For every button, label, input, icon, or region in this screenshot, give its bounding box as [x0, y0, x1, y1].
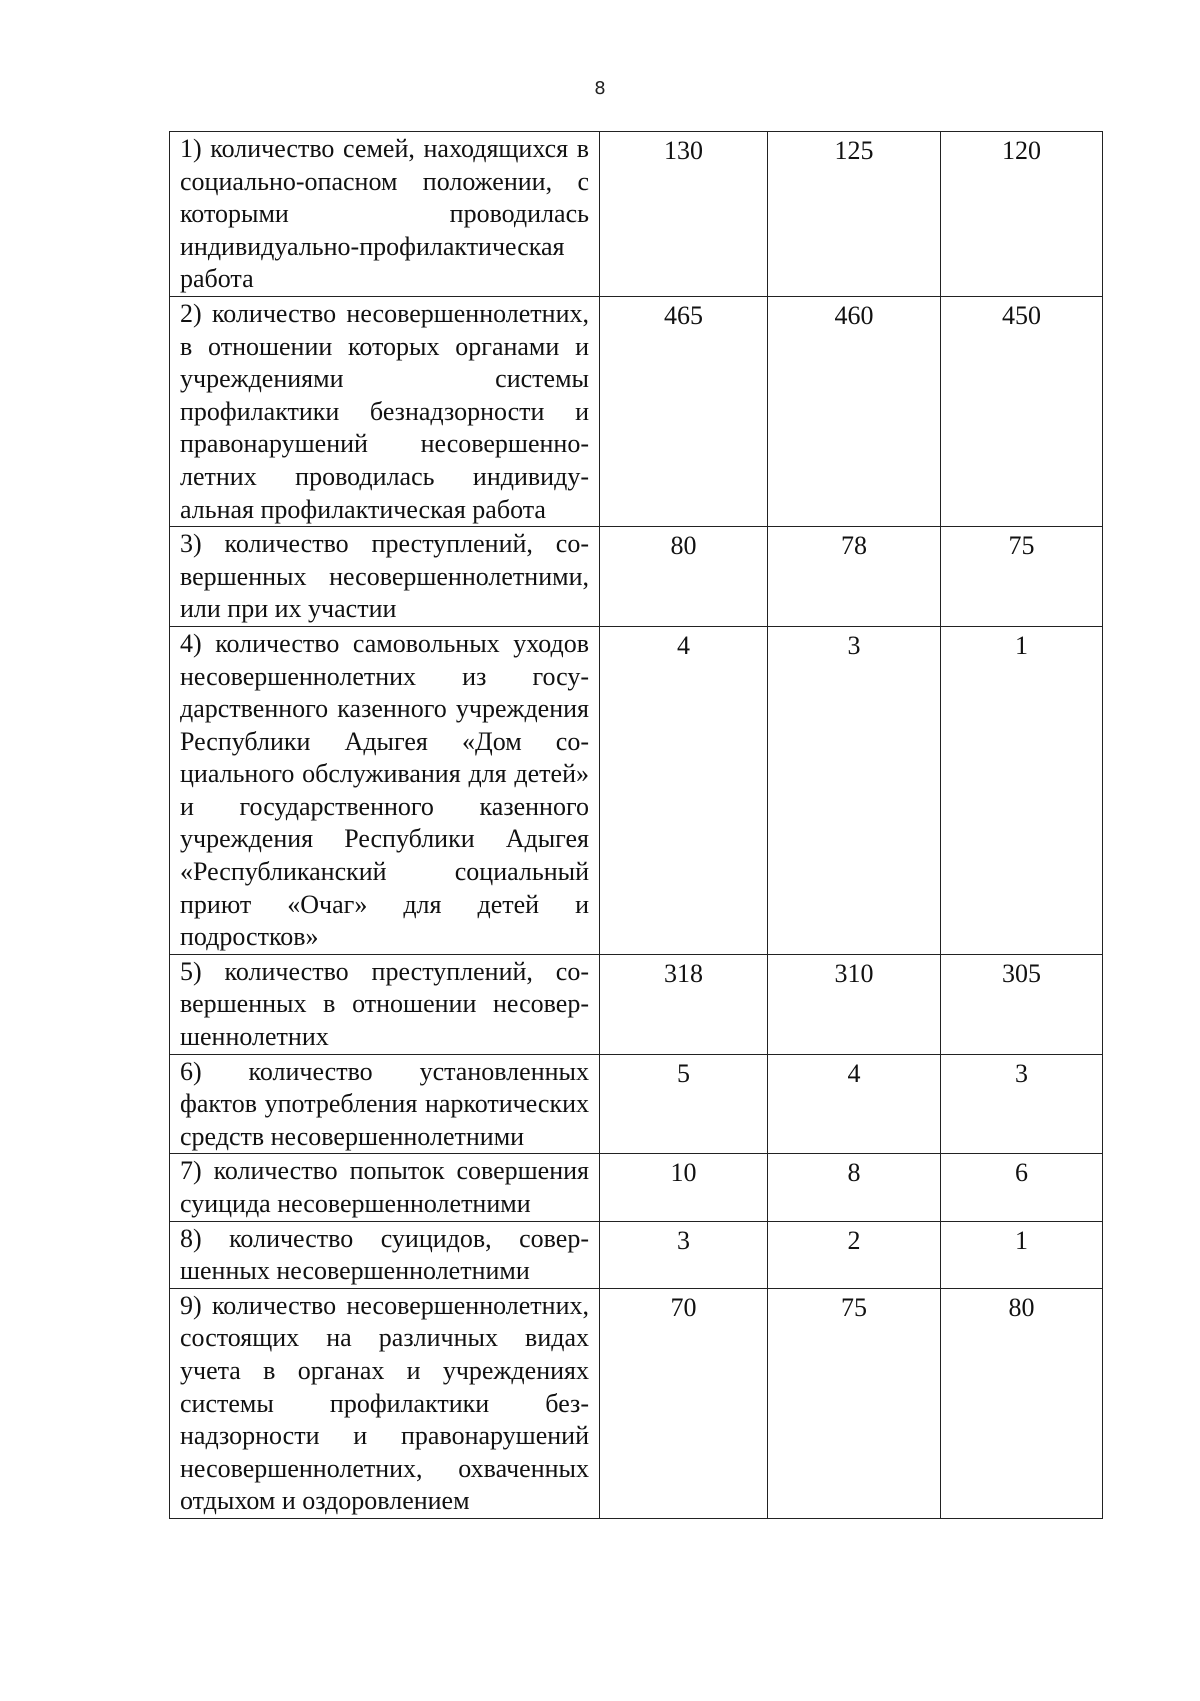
table-row [170, 1054, 1103, 1154]
indicator-value-3: 450 [941, 296, 1103, 526]
indicator-value-3: 1 [941, 626, 1103, 954]
table-row [170, 132, 1103, 297]
indicator-description: 3) количество преступлений, совершенных несовершеннолетними, или при их участии [170, 527, 600, 627]
indicators-table [169, 131, 1103, 1519]
table-row [170, 296, 1103, 526]
indicator-value-1: 465 [600, 296, 768, 526]
indicator-value-3: 80 [941, 1288, 1103, 1518]
indicator-value-3: 75 [941, 527, 1103, 627]
indicator-value-1: 80 [600, 527, 768, 627]
indicator-description: 5) количество преступлений, совершенных в отношении несовершеннолетних [170, 954, 600, 1054]
indicator-value-2: 75 [768, 1288, 941, 1518]
table-row [170, 1288, 1103, 1518]
indicator-value-2: 125 [768, 132, 941, 297]
table-row [170, 954, 1103, 1054]
indicator-value-2: 310 [768, 954, 941, 1054]
indicator-value-3: 120 [941, 132, 1103, 297]
table-row [170, 527, 1103, 627]
indicator-description: 9) количество несовершеннолетних, состоящих на различных видах учета в органах и учреждениях системы профилактики безнадзорности и правонарушений несовершеннолетних, охваченных отдыхом и оздоровлением [170, 1288, 600, 1518]
table-row [170, 626, 1103, 954]
table-row [170, 1221, 1103, 1288]
indicator-value-1: 130 [600, 132, 768, 297]
indicator-description: 7) количество попыток совершения суицида несовершеннолетними [170, 1154, 600, 1221]
indicator-value-2: 2 [768, 1221, 941, 1288]
indicator-value-1: 10 [600, 1154, 768, 1221]
page-number: 8 [594, 78, 606, 99]
indicator-value-1: 4 [600, 626, 768, 954]
indicator-value-1: 70 [600, 1288, 768, 1518]
indicator-value-2: 8 [768, 1154, 941, 1221]
indicator-value-3: 3 [941, 1054, 1103, 1154]
indicator-value-2: 460 [768, 296, 941, 526]
indicator-value-2: 78 [768, 527, 941, 627]
indicator-value-3: 1 [941, 1221, 1103, 1288]
indicator-description: 4) количество самовольных уходов несовершеннолетних из государственного казенного учреждения Республики Адыгея «Дом социального обслуживания для детей» и государственного казенного учреждения Республики Адыгея «Республиканский социальный приют «Очаг» для детей и подростков» [170, 626, 600, 954]
indicator-value-2: 4 [768, 1054, 941, 1154]
indicator-value-1: 318 [600, 954, 768, 1054]
indicator-value-2: 3 [768, 626, 941, 954]
indicator-description: 8) количество суицидов, совершенных несовершеннолетними [170, 1221, 600, 1288]
indicator-description: 2) количество несовершеннолетних, в отношении которых органами и учреждениями системы профилактики безнадзорности и правонарушений несовершеннолетних проводилась индивидуальная профилактическая работа [170, 296, 600, 526]
indicator-value-1: 3 [600, 1221, 768, 1288]
indicator-description: 6) количество установленных фактов употребления наркотических средств несовершеннолетними [170, 1054, 600, 1154]
indicator-value-1: 5 [600, 1054, 768, 1154]
indicator-value-3: 6 [941, 1154, 1103, 1221]
indicator-value-3: 305 [941, 954, 1103, 1054]
table-row [170, 1154, 1103, 1221]
indicator-description: 1) количество семей, находящихся в социально-опасном положении, с которыми проводилась индивидуально-профилактическая работа [170, 132, 600, 297]
